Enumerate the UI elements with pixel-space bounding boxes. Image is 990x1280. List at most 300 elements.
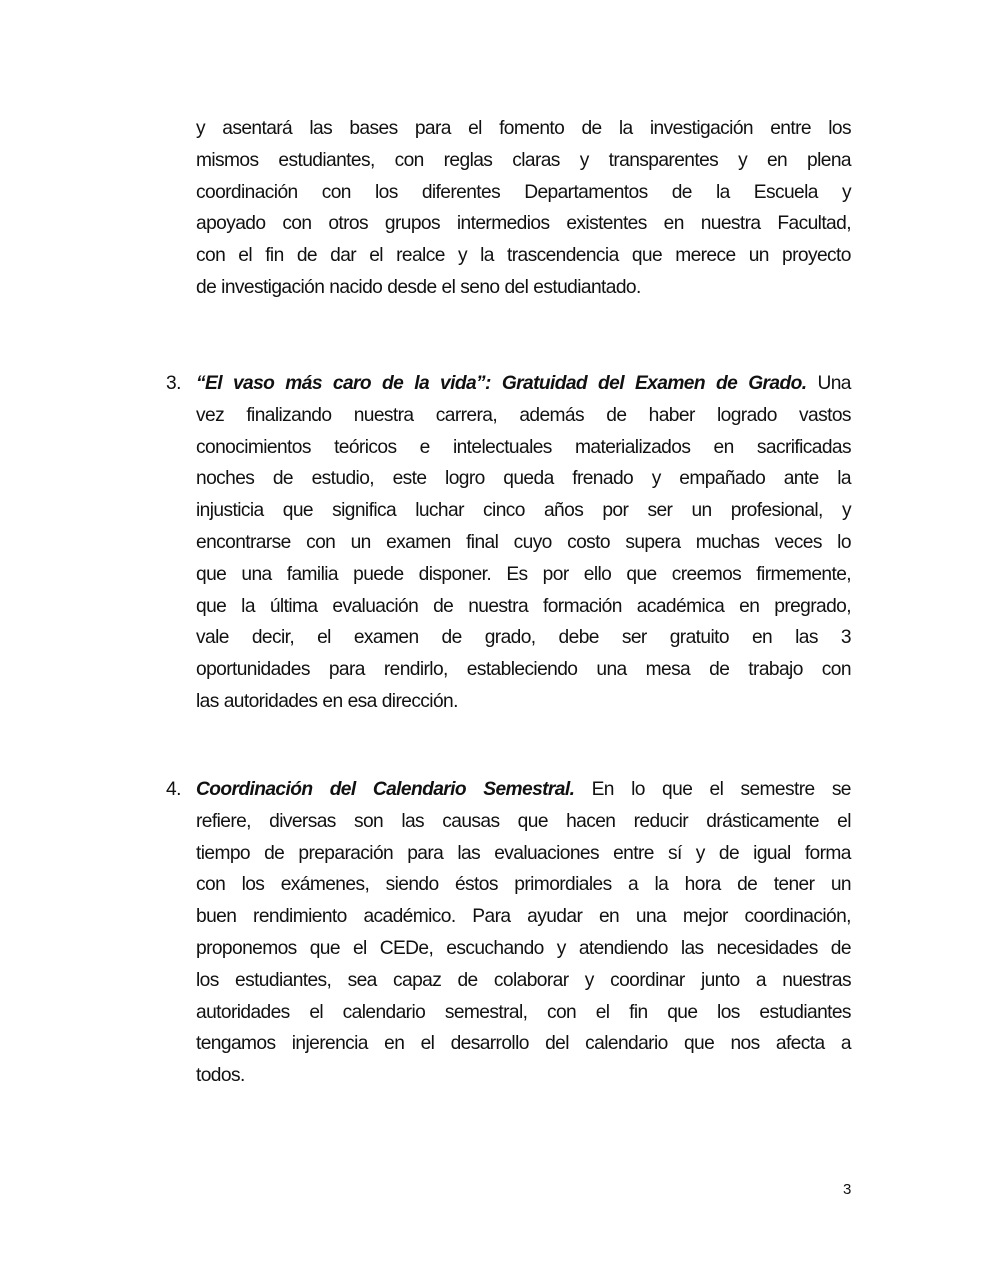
word: ante <box>783 468 819 490</box>
word: el <box>309 1001 324 1023</box>
text-line <box>196 1028 851 1060</box>
word: trascendencia <box>506 245 619 267</box>
word: diversas <box>269 810 336 832</box>
word: de <box>441 627 462 649</box>
item-title-word: Semestral. <box>483 779 575 800</box>
word: de <box>272 468 294 490</box>
word: final <box>466 531 499 553</box>
item-title-word: Gratuidad <box>501 373 588 394</box>
word: un <box>830 874 851 896</box>
text-line <box>196 591 851 623</box>
word: grupos <box>384 213 440 235</box>
word: en <box>739 595 760 617</box>
word: con <box>196 874 226 896</box>
word: en <box>384 1033 405 1055</box>
text-line <box>196 272 851 304</box>
word: una <box>635 906 667 928</box>
text-line <box>196 686 851 718</box>
word: el <box>369 245 383 267</box>
word: rendirlo, <box>383 659 448 681</box>
word: cinco <box>483 500 525 522</box>
word: de <box>581 118 602 139</box>
word: hacen <box>566 810 616 832</box>
word: de <box>737 874 758 896</box>
word: semestral, <box>444 1001 528 1023</box>
item-title-word: Coordinación <box>196 779 313 800</box>
word: nuestra <box>468 595 529 617</box>
word: las <box>795 627 818 649</box>
word: materializados <box>575 436 691 458</box>
word: con <box>321 181 351 203</box>
word: examen <box>353 627 419 649</box>
word: que <box>517 810 548 832</box>
word: esa <box>347 690 377 712</box>
word: necesidades <box>716 937 818 959</box>
word: colaborar <box>493 969 569 991</box>
word: que <box>196 563 227 585</box>
text-line <box>196 113 851 145</box>
word: evaluación <box>332 595 419 617</box>
word: estudio, <box>311 468 374 490</box>
word: puede <box>353 563 404 585</box>
word: y <box>651 468 661 490</box>
word: de <box>709 659 730 681</box>
word: Es <box>506 563 528 585</box>
word: con <box>546 1001 577 1023</box>
word: las <box>196 690 219 712</box>
word: este <box>392 468 427 490</box>
item-title-word: vaso <box>232 373 275 394</box>
word: bases <box>349 118 398 139</box>
word: logrado <box>716 404 777 426</box>
word: vez <box>196 404 225 426</box>
word: proyecto <box>782 245 851 267</box>
word: causas <box>442 810 500 832</box>
word: entre <box>613 842 654 864</box>
text-line <box>196 654 851 686</box>
text-line <box>196 208 851 240</box>
word: académica <box>636 595 725 617</box>
word: en <box>766 149 788 171</box>
word: y <box>695 842 705 864</box>
text-line <box>196 965 851 997</box>
word: cuyo <box>513 531 552 553</box>
word: conocimientos <box>196 436 311 458</box>
word: los <box>196 969 219 991</box>
list-item-coordinacion-calendario <box>196 774 851 1092</box>
item-title-word: Examen <box>634 373 705 394</box>
word: injerencia <box>291 1033 368 1055</box>
word: examen <box>386 531 451 553</box>
word: la <box>480 245 494 267</box>
word: pregrado, <box>774 595 851 617</box>
word: con <box>282 213 312 235</box>
word: mesa <box>645 659 691 681</box>
word: el <box>317 627 331 649</box>
word: una <box>596 659 627 681</box>
word: y <box>841 181 851 203</box>
word: de <box>433 595 454 617</box>
word: atendiendo <box>578 937 668 959</box>
word: a <box>840 1033 851 1055</box>
word: sacrificadas <box>756 436 851 458</box>
word: en <box>598 906 620 928</box>
word: familia <box>286 563 338 585</box>
word: supera <box>625 531 681 553</box>
word: luchar <box>415 500 464 522</box>
word: autoridades <box>196 1001 290 1023</box>
word: asentará <box>222 118 293 139</box>
word: primordiales <box>514 874 612 896</box>
word: las <box>309 118 333 139</box>
word: a <box>628 874 639 896</box>
word: Facultad, <box>777 213 851 235</box>
word: firmemente, <box>756 563 851 585</box>
word: decir, <box>251 627 295 649</box>
word: que <box>667 1001 698 1023</box>
word: ser <box>647 500 673 522</box>
word: transparentes <box>608 149 719 171</box>
word: intermedios <box>456 213 550 235</box>
word: de <box>830 937 851 959</box>
word: capaz <box>393 969 442 991</box>
word: evaluaciones <box>494 842 599 864</box>
item-title-word: del <box>598 373 624 394</box>
word: rendimiento <box>253 906 347 928</box>
text-line <box>196 432 851 464</box>
text-line <box>196 463 851 495</box>
word: lo <box>837 531 851 553</box>
word: por <box>542 563 569 585</box>
word: las <box>401 810 425 832</box>
word: son <box>353 810 384 832</box>
word: estudiantes <box>759 1001 851 1023</box>
word: costo <box>567 531 610 553</box>
word: con <box>196 245 226 267</box>
word: diferentes <box>421 181 501 203</box>
word: última <box>269 595 318 617</box>
word: otros <box>328 213 369 235</box>
word: con <box>394 149 424 171</box>
word: y <box>196 118 205 139</box>
word: seno <box>460 276 500 298</box>
word: buen <box>196 906 237 928</box>
word: el <box>441 276 456 298</box>
word: proponemos <box>196 937 297 959</box>
word: entre <box>770 118 811 139</box>
word: todos. <box>196 1065 245 1087</box>
word: apoyado <box>196 213 266 235</box>
word: igual <box>753 842 791 864</box>
word: de <box>196 276 217 298</box>
word: Departamentos <box>524 181 648 203</box>
word: significa <box>332 500 397 522</box>
word: el <box>595 1001 610 1023</box>
word: en <box>322 690 343 712</box>
text-line <box>196 774 851 806</box>
word: se <box>831 779 851 800</box>
word: autoridades <box>223 690 318 712</box>
word: hora <box>684 874 721 896</box>
word: investigación <box>649 118 753 139</box>
text-line <box>196 177 851 209</box>
word: oportunidades <box>196 659 310 681</box>
item-title-word: “El <box>196 373 222 394</box>
word: merece <box>675 245 736 267</box>
word: el <box>709 779 724 800</box>
word: la <box>618 118 633 139</box>
word: los <box>374 181 398 203</box>
text-line <box>196 806 851 838</box>
word: frenado <box>572 468 634 490</box>
word: preparación <box>298 842 394 864</box>
word: y <box>457 245 467 267</box>
word: dar <box>330 245 357 267</box>
word: 3 <box>840 627 851 649</box>
word: muchas <box>695 531 760 553</box>
word: refiere, <box>196 810 251 832</box>
word: años <box>543 500 584 522</box>
list-item-number: 3. <box>166 373 182 394</box>
word: coordinar <box>610 969 685 991</box>
word: y <box>738 149 748 171</box>
word: un <box>748 245 769 267</box>
word: de <box>718 842 740 864</box>
word: empañado <box>679 468 766 490</box>
list-item-number: 4. <box>166 779 182 800</box>
word: noches <box>196 468 255 490</box>
word: disponer. <box>418 563 492 585</box>
word: académico. <box>363 906 456 928</box>
item-title-word: más <box>285 373 322 394</box>
word: el <box>352 937 367 959</box>
word: un <box>350 531 371 553</box>
word: ayudar <box>527 906 583 928</box>
word: forma <box>804 842 851 864</box>
word: profesional, <box>730 500 823 522</box>
word: los <box>241 874 265 896</box>
word: claras <box>512 149 560 171</box>
word: afecta <box>775 1033 825 1055</box>
word: en <box>713 436 734 458</box>
word: formación <box>542 595 622 617</box>
word: que <box>626 563 657 585</box>
word: estableciendo <box>466 659 578 681</box>
word: estudiantes, <box>235 969 332 991</box>
word: vastos <box>799 404 851 426</box>
text-line <box>196 527 851 559</box>
word: que <box>196 595 227 617</box>
word: sea <box>347 969 377 991</box>
word: creemos <box>671 563 742 585</box>
word: desde <box>387 276 437 298</box>
item-title-word: caro <box>332 373 372 394</box>
item-title-word: la <box>414 373 430 394</box>
list-item-gratuidad-examen <box>196 368 851 718</box>
text-line <box>196 368 851 400</box>
word: haber <box>648 404 695 426</box>
word: reducir <box>633 810 689 832</box>
word: nacido <box>329 276 383 298</box>
item-title-word: vida”: <box>440 373 491 394</box>
word: Una <box>817 373 851 394</box>
word: una <box>241 563 272 585</box>
word: realce <box>396 245 445 267</box>
word: el <box>468 118 482 139</box>
word: nuestra <box>700 213 761 235</box>
word: de <box>457 969 478 991</box>
word: queda <box>503 468 554 490</box>
word: tengamos <box>196 1033 276 1055</box>
word: y <box>584 969 594 991</box>
word: junto <box>700 969 740 991</box>
word: logro <box>445 468 485 490</box>
word: el <box>420 1033 435 1055</box>
word: por <box>602 500 629 522</box>
word: que <box>631 245 663 267</box>
word: para <box>328 659 365 681</box>
word: de <box>671 181 692 203</box>
word: y <box>841 500 851 522</box>
word: fin <box>265 245 284 267</box>
word: las <box>457 842 481 864</box>
word: que <box>683 1033 715 1055</box>
text-line <box>196 145 851 177</box>
word: mismos <box>196 149 259 171</box>
word: drásticamente <box>706 810 819 832</box>
text-line <box>196 838 851 870</box>
word: plena <box>807 149 851 171</box>
word: ello <box>583 563 612 585</box>
text-line <box>196 1060 851 1092</box>
word: existentes <box>566 213 647 235</box>
word: coordinación, <box>744 906 851 928</box>
word: del <box>504 276 529 298</box>
text-line <box>196 933 851 965</box>
word: intelectuales <box>452 436 552 458</box>
word: En <box>591 779 614 800</box>
word: y <box>579 149 589 171</box>
word: la <box>837 468 851 490</box>
word: el <box>238 245 253 267</box>
word: en <box>751 627 773 649</box>
word: exámenes, <box>280 874 370 896</box>
word: que <box>662 779 693 800</box>
word: calendario <box>342 1001 426 1023</box>
word: de <box>264 842 285 864</box>
word: mejor <box>682 906 728 928</box>
word: sí <box>667 842 682 864</box>
word: fin <box>629 1001 648 1023</box>
word: estudiantes, <box>278 149 375 171</box>
intro-paragraph <box>196 113 851 304</box>
word: la <box>715 181 730 203</box>
word: Para <box>472 906 511 928</box>
word: tener <box>773 874 815 896</box>
word: desarrollo <box>450 1033 529 1055</box>
word: trabajo <box>748 659 803 681</box>
item-title-word: Grado. <box>748 373 807 394</box>
word: el <box>837 810 851 832</box>
word: con <box>306 531 336 553</box>
word: calendario <box>585 1033 668 1055</box>
item-title-word: de <box>715 373 738 394</box>
word: para <box>414 118 451 139</box>
word: con <box>821 659 851 681</box>
word: para <box>407 842 444 864</box>
text-line <box>196 559 851 591</box>
word: injusticia <box>196 500 264 522</box>
word: nuestras <box>782 969 851 991</box>
word: la <box>654 874 669 896</box>
text-line <box>196 495 851 527</box>
word: estudiantado. <box>533 276 641 298</box>
word: teóricos <box>334 436 397 458</box>
page-number: 3 <box>843 1181 852 1198</box>
word: y <box>556 937 566 959</box>
word: encontrarse <box>196 531 291 553</box>
item-title-word: de <box>382 373 404 394</box>
word: siendo <box>385 874 439 896</box>
word: vale <box>196 627 229 649</box>
word: a <box>755 969 766 991</box>
word: CEDe, <box>379 937 434 959</box>
word: nos <box>730 1033 760 1055</box>
word: veces <box>774 531 822 553</box>
word: debe <box>558 627 599 649</box>
word: ser <box>621 627 647 649</box>
word: finalizando <box>246 404 332 426</box>
text-line <box>196 869 851 901</box>
word: semestre <box>740 779 815 800</box>
word: del <box>545 1033 569 1055</box>
word: nuestra <box>353 404 414 426</box>
word: e <box>419 436 430 458</box>
word: que <box>309 937 340 959</box>
word: dirección. <box>381 690 458 712</box>
text-line <box>196 400 851 432</box>
word: las <box>680 937 704 959</box>
word: los <box>717 1001 740 1023</box>
word: en <box>663 213 684 235</box>
word: la <box>241 595 255 617</box>
word: escuchando <box>446 937 544 959</box>
text-line <box>196 622 851 654</box>
word: de <box>606 404 627 426</box>
word: tiempo <box>196 842 250 864</box>
word: fomento <box>499 118 565 139</box>
text-line <box>196 240 851 272</box>
item-title-word: del <box>329 779 356 800</box>
word: investigación <box>221 276 325 298</box>
word: de <box>296 245 317 267</box>
word: lo <box>631 779 645 800</box>
word: además <box>519 404 584 426</box>
word: los <box>828 118 851 139</box>
text-line <box>196 997 851 1029</box>
word: coordinación <box>196 181 298 203</box>
word: grado, <box>484 627 536 649</box>
word: éstos <box>454 874 498 896</box>
word: reglas <box>443 149 493 171</box>
text-line <box>196 901 851 933</box>
item-title-word: Calendario <box>372 779 467 800</box>
word: que <box>282 500 313 522</box>
word: gratuito <box>669 627 729 649</box>
word: carrera, <box>435 404 498 426</box>
word: Escuela <box>753 181 818 203</box>
word: un <box>691 500 712 522</box>
